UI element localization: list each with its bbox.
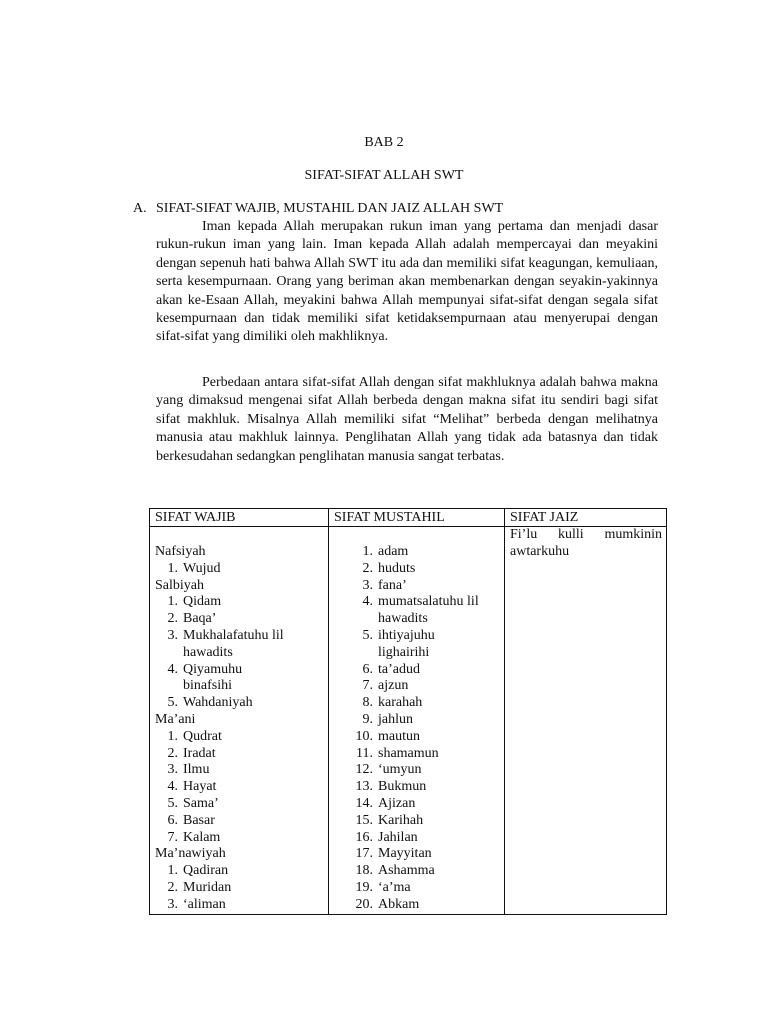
header-sifat-mustahil: SIFAT MUSTAHIL — [329, 509, 505, 527]
list-item: 1. Qadiran — [167, 863, 229, 879]
jaiz-text-line: awtarkuhu — [510, 543, 570, 559]
jaiz-cell — [505, 527, 667, 915]
list-item: 2. Iradat — [167, 745, 216, 761]
paragraph-2-text: Perbedaan antara sifat-sifat Allah dengan sifat makhluknya adalah bahwa makna yang dimaksud mengenai sifat Allah berbeda dengan makna sifat itu sendiri bagi sifat sifat makhluk. Misalnya Allah memiliki sifat “Melihat” berbeda dengan melihatnya manusia atau makhluk lainnya. Penglihatan Allah yang tidak ada batasnya dan tidak berkesudahan sedangkan penglihatan manusia sangat terbatas. — [156, 375, 658, 464]
list-item: 4. Qiyamuhu — [167, 661, 243, 677]
list-item: 16. Jahilan — [355, 829, 418, 845]
list-item: 7. ajzun — [362, 678, 409, 694]
list-item: 14. Ajizan — [355, 795, 416, 811]
list-item: 11. shamamun — [356, 745, 439, 761]
list-item: 15. Karihah — [355, 812, 424, 828]
list-item: 20. Abkam — [355, 896, 420, 912]
table-row — [150, 527, 667, 915]
chapter-label: BAB 2 — [364, 135, 404, 150]
list-item: 8. karahah — [362, 695, 423, 711]
section-heading-text: SIFAT-SIFAT WAJIB, MUSTAHIL DAN JAIZ ALLAH SWT — [156, 201, 504, 216]
header-sifat-jaiz: SIFAT JAIZ — [505, 509, 667, 527]
list-item: 2. Baqa’ — [167, 611, 217, 627]
list-item: 18. Ashamma — [355, 863, 435, 879]
sifat-table — [149, 508, 666, 915]
list-item: 6. Basar — [167, 812, 215, 828]
list-item: 3. Ilmu — [167, 762, 210, 778]
header-sifat-wajib: SIFAT WAJIB — [150, 509, 329, 527]
list-item: 2. Muridan — [167, 879, 232, 895]
mustahil-cell — [329, 527, 505, 915]
table-header-row — [150, 509, 667, 527]
list-item: 10. mautun — [355, 728, 420, 744]
list-item: 1. Wujud — [167, 560, 221, 576]
jaiz-text-line: Fi’lu kulli mumkinin — [510, 527, 662, 542]
list-item: 5. ihtiyajuhu — [362, 627, 435, 643]
list-item: 9. jahlun — [362, 711, 413, 727]
list-item: 3. ‘aliman — [167, 896, 226, 912]
paragraph-1-text: Iman kepada Allah merupakan rukun iman yang pertama dan menjadi dasar rukun-rukun iman yang lain. Iman kepada Allah adalah mempercayai dan meyakini dengan sepenuh hati bahwa Allah SWT itu ada dan memiliki sifat keagungan, kemuliaan, serta kesempurnaan. Orang yang beriman akan membenarkan dengan seyakin-yakinnya akan ke-Esaan Allah, meyakini bahwa Allah mempunyai sifat-sifat dengan segala sifat kesempurnaan dan tidak memiliki sifat ketidaksempurnaan atau menyerupai dengan sifat-sifat yang dimiliki oleh makhliknya. — [156, 219, 658, 345]
list-item: 19. ‘a’ma — [355, 879, 411, 895]
list-item: 1. Qudrat — [167, 728, 222, 744]
section-heading — [133, 201, 503, 217]
list-item-continuation: hawadits — [183, 644, 233, 660]
list-item-continuation: lighairihi — [378, 644, 430, 660]
list-item: 1. Qidam — [167, 594, 222, 610]
list-item: 1. adam — [362, 544, 409, 559]
chapter-title: SIFAT-SIFAT ALLAH SWT — [304, 168, 464, 183]
group-label: Salbiyah — [155, 577, 204, 593]
list-item: 7. Kalam — [167, 829, 221, 845]
list-item: 13. Bukmun — [355, 779, 427, 795]
list-item: 3. fana’ — [362, 577, 407, 593]
list-item: 4. Hayat — [167, 779, 217, 795]
list-item: 2. huduts — [362, 560, 416, 576]
list-item: 5. Wahdaniyah — [167, 695, 253, 711]
list-item: 4. mumatsalatuhu lil — [362, 594, 479, 610]
list-item-continuation: hawadits — [378, 611, 428, 627]
group-label: Ma’nawiyah — [155, 846, 226, 862]
section-letter: A. — [133, 201, 147, 216]
wajib-cell — [150, 527, 329, 915]
group-label: Ma’ani — [155, 711, 196, 727]
list-item: 12. ‘umyun — [355, 762, 422, 778]
paragraph-1 — [156, 218, 658, 347]
list-item: 3. Mukhalafatuhu lil — [167, 627, 284, 643]
list-item: 17. Mayyitan — [355, 846, 432, 862]
list-item: 5. Sama’ — [167, 795, 219, 811]
group-label: Nafsiyah — [155, 544, 206, 559]
list-item: 6. ta’adud — [362, 661, 420, 677]
list-item-continuation: binafsihi — [183, 678, 232, 694]
paragraph-2 — [156, 374, 658, 466]
